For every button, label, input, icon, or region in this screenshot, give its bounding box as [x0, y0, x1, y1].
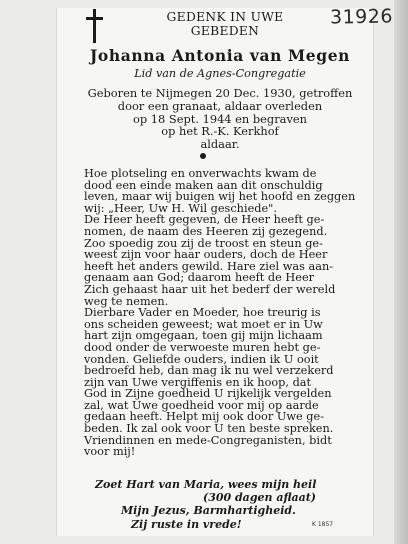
- bullet-icon: [199, 152, 207, 160]
- cross-icon: [85, 9, 105, 43]
- text-line: bedroefd heb, dan mag ik nu wel verzekerd: [84, 364, 334, 378]
- text-line: heeft het anders gewild. Hare ziel was aan-: [84, 259, 334, 273]
- text-line: genaam aan God; daarom heeft de Heer: [84, 271, 315, 285]
- handwritten-archive-number: 31926: [329, 5, 394, 29]
- bio-line: op het R.-K. Kerkhof: [161, 124, 279, 139]
- text-line: weg te nemen.: [84, 294, 169, 308]
- congregation-membership: Lid van de Agnes-Congregatie: [134, 67, 306, 80]
- text-line: zijn van Uwe vergiffenis en ik hoop, dat: [84, 375, 312, 389]
- deceased-name: Johanna Antonia van Megen: [89, 46, 351, 65]
- closing-prayer: [95, 478, 335, 531]
- text-line: Vriendinnen en mede-Congreganisten, bidt: [84, 433, 332, 447]
- prayer-line: Mijn Jezus, Barmhartigheid.: [121, 504, 296, 518]
- text-line: vonden. Geliefde ouders, indien ik U ooit: [84, 352, 319, 366]
- text-line: Zich gehaast haar uit het bederf der wereld: [84, 282, 336, 296]
- text-line: ons scheiden geweest; wat moet er in Uw: [84, 317, 323, 331]
- text-line: Zoo spoedig zou zij de troost en steun ge-: [84, 236, 323, 250]
- text-line: gedaan heeft. Helpt mij ook door Uwe ge-: [84, 410, 325, 424]
- scan-edge: [394, 0, 408, 544]
- card-heading: [130, 10, 320, 38]
- text-line: De Heer heeft gegeven, de Heer heeft ge-: [84, 213, 325, 227]
- text-line: nomen, de naam des Heeren zij gezegend.: [84, 224, 328, 238]
- heading-line: GEBEDEN: [190, 24, 260, 38]
- memorial-text: [84, 168, 368, 458]
- heading-line: GEDENK IN UWE: [166, 10, 284, 24]
- text-line: hart zijn omgegaan, toen gij mijn lichaam: [84, 329, 323, 343]
- prayer-line: Zoet Hart van Maria, wees mijn heil: [95, 478, 317, 491]
- text-line: beden. Ik zal ook voor U ten beste spreken.: [84, 422, 334, 436]
- text-line: dood een einde maken aan dit onschuldig: [84, 178, 323, 192]
- prayer-line: (300 dagen aflaat): [203, 491, 316, 505]
- bio-line: op 18 Sept. 1944 en begraven: [133, 111, 307, 126]
- text-line: Dierbare Vader en Moeder, hoe treurig is: [84, 306, 321, 320]
- text-line: wij: „Heer, Uw H. Wil geschiede".: [84, 201, 277, 215]
- text-line: weest zijn voor haar ouders, doch de Heer: [84, 248, 328, 262]
- text-line: leven, maar wij buigen wij het hoofd en zeggen: [84, 190, 356, 204]
- bio-line: door een granaat, aldaar overleden: [117, 98, 323, 113]
- print-code: K 1857: [312, 521, 334, 528]
- birth-death-details: [70, 87, 370, 151]
- text-line: dood onder de verwoeste muren hebt ge-: [84, 340, 321, 354]
- text-line: God in Zijne goedheid U rijkelijk vergelden: [84, 387, 332, 401]
- text-line: voor mij!: [84, 445, 136, 459]
- bio-line: Geboren te Nijmegen 20 Dec. 1930, getroffen: [87, 86, 353, 100]
- text-line: Hoe plotseling en onverwachts kwam de: [84, 167, 317, 180]
- text-line: zal, wat Uwe goedheid voor mij op aarde: [84, 398, 319, 412]
- prayer-line: Zij ruste in vrede!: [131, 517, 242, 531]
- bio-line: aldaar.: [200, 137, 240, 152]
